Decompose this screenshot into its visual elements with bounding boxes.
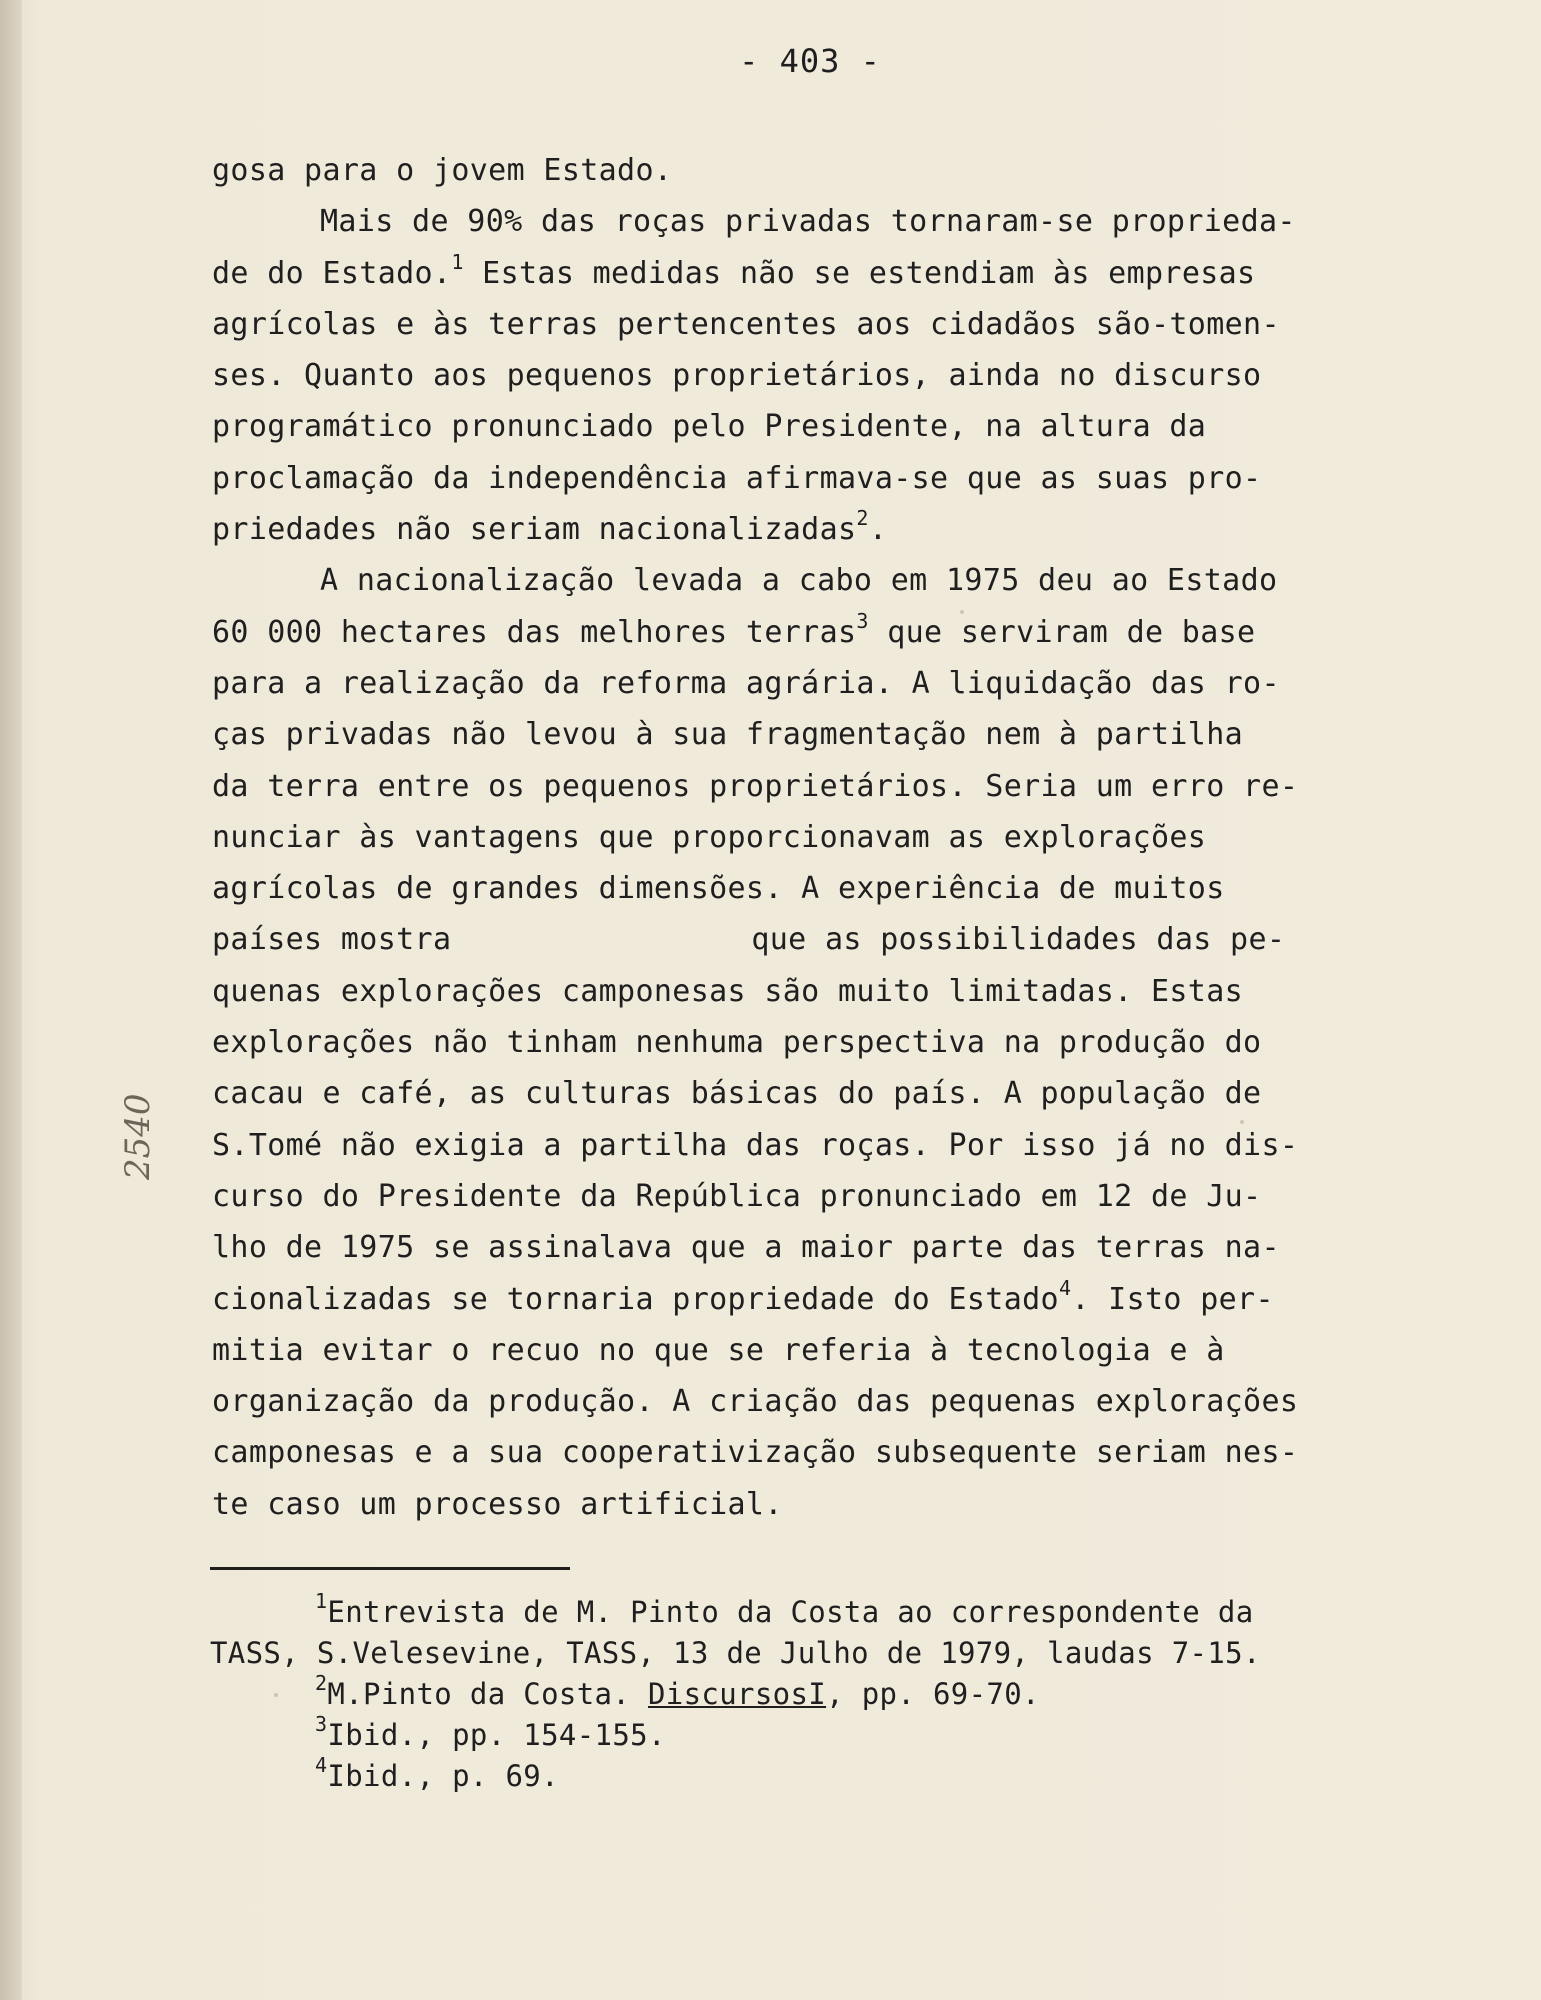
footnote-marker: 2 bbox=[315, 1671, 328, 1695]
footnote-marker: 3 bbox=[315, 1712, 328, 1736]
footnote-line: TASS, S.Velesevine, TASS, 13 de Julho de 1979, laudas 7-15. bbox=[210, 1636, 1261, 1670]
text-line: quenas explorações camponesas são muito limitadas. Estas bbox=[212, 973, 1244, 1009]
text-line: A nacionalização levada a cabo em 1975 deu ao Estado bbox=[320, 563, 1278, 599]
text-line: para a realização da reforma agrária. A liquidação das ro- bbox=[212, 665, 1280, 701]
text-line: da terra entre os pequenos proprietários. Seria um erro re- bbox=[212, 768, 1299, 804]
paper-speck bbox=[274, 1693, 278, 1697]
text-line: cacau e café, as culturas básicas do país. A população de bbox=[212, 1076, 1262, 1112]
text-line: proclamação da independência afirmava-se que as suas pro- bbox=[212, 460, 1262, 496]
footnotes bbox=[210, 1589, 1480, 1797]
paragraph bbox=[212, 196, 1462, 555]
footnote-ref: 1 bbox=[451, 249, 464, 274]
text-line: ses. Quanto aos pequenos proprietários, ainda no discurso bbox=[212, 358, 1262, 394]
text-line: gosa para o jovem Estado. bbox=[212, 153, 673, 188]
paper-speck bbox=[1240, 1120, 1244, 1124]
paragraph bbox=[212, 555, 1462, 1530]
text-line: nunciar às vantagens que proporcionavam as explorações bbox=[212, 819, 1207, 855]
footnote bbox=[210, 1671, 1480, 1715]
footnote bbox=[210, 1589, 1480, 1674]
page-number: - 403 - bbox=[739, 42, 881, 80]
footnote-marker: 4 bbox=[315, 1753, 328, 1777]
text-line: explorações não tinham nenhuma perspectiva na produção do bbox=[212, 1025, 1262, 1061]
underlined-title: DiscursosI bbox=[647, 1677, 827, 1711]
page-binding-edge bbox=[0, 0, 22, 2000]
footnote-line: $^3$Ibid., pp. 154-155. bbox=[315, 1712, 666, 1752]
text-line: agrícolas e às terras pertencentes aos cidadãos são-tomen- bbox=[212, 306, 1280, 342]
text-line: priedades não seriam nacionalizadas$^2$. bbox=[212, 506, 888, 548]
text-line: cionalizadas se tornaria propriedade do Estado$^4$. Isto per- bbox=[212, 1275, 1274, 1317]
footnote-ref: 3 bbox=[856, 608, 869, 633]
text-line: países mostra que as possibilidades das pe- bbox=[212, 922, 1286, 958]
footnote bbox=[210, 1753, 1480, 1797]
footnote-separator bbox=[210, 1567, 570, 1570]
text-line: Mais de 90% das roças privadas tornaram-se proprieda- bbox=[320, 204, 1296, 240]
text-line: ças privadas não levou à sua fragmentação nem à partilha bbox=[212, 717, 1244, 753]
body-text bbox=[212, 145, 1462, 1530]
footnote-line: $^4$Ibid., p. 69. bbox=[315, 1753, 559, 1793]
margin-handwritten-annotation bbox=[110, 1070, 170, 1220]
footnote-line: $^1$Entrevista de M. Pinto da Costa ao correspondente da bbox=[315, 1589, 1254, 1629]
footnote-line: $^2$M.Pinto da Costa. DiscursosI, pp. 69-70. bbox=[315, 1671, 1040, 1711]
text-line: te caso um processo artificial. bbox=[212, 1486, 783, 1522]
paper-speck bbox=[960, 610, 964, 614]
paragraph bbox=[212, 145, 1462, 196]
text-line: de do Estado.$^1$ Estas medidas não se estendiam às empresas bbox=[212, 249, 1256, 291]
text-line: agrícolas de grandes dimensões. A experiência de muitos bbox=[212, 871, 1225, 907]
text-line: S.Tomé não exigia a partilha das roças. Por isso já no dis- bbox=[212, 1127, 1299, 1163]
footnote-ref: 4 bbox=[1058, 1275, 1072, 1300]
footnote bbox=[210, 1712, 1480, 1756]
text-line: curso do Presidente da República pronunciado em 12 de Ju- bbox=[212, 1178, 1262, 1214]
text-line: camponesas e a sua cooperativização subsequente seriam nes- bbox=[212, 1435, 1299, 1471]
text-line: organização da produção. A criação das pequenas explorações bbox=[212, 1384, 1299, 1420]
text-line: lho de 1975 se assinalava que a maior parte das terras na- bbox=[212, 1230, 1280, 1266]
text-line: 60 000 hectares das melhores terras$^3$ que serviram de base bbox=[212, 608, 1256, 650]
text-line: mitia evitar o recuo no que se referia à tecnologia e à bbox=[212, 1332, 1225, 1368]
text-line: programático pronunciado pelo Presidente, na altura da bbox=[212, 409, 1207, 445]
footnote-ref: 2 bbox=[856, 506, 869, 531]
footnote-marker: 1 bbox=[315, 1589, 328, 1613]
margin-annotation-text: 2540 bbox=[118, 1093, 158, 1180]
